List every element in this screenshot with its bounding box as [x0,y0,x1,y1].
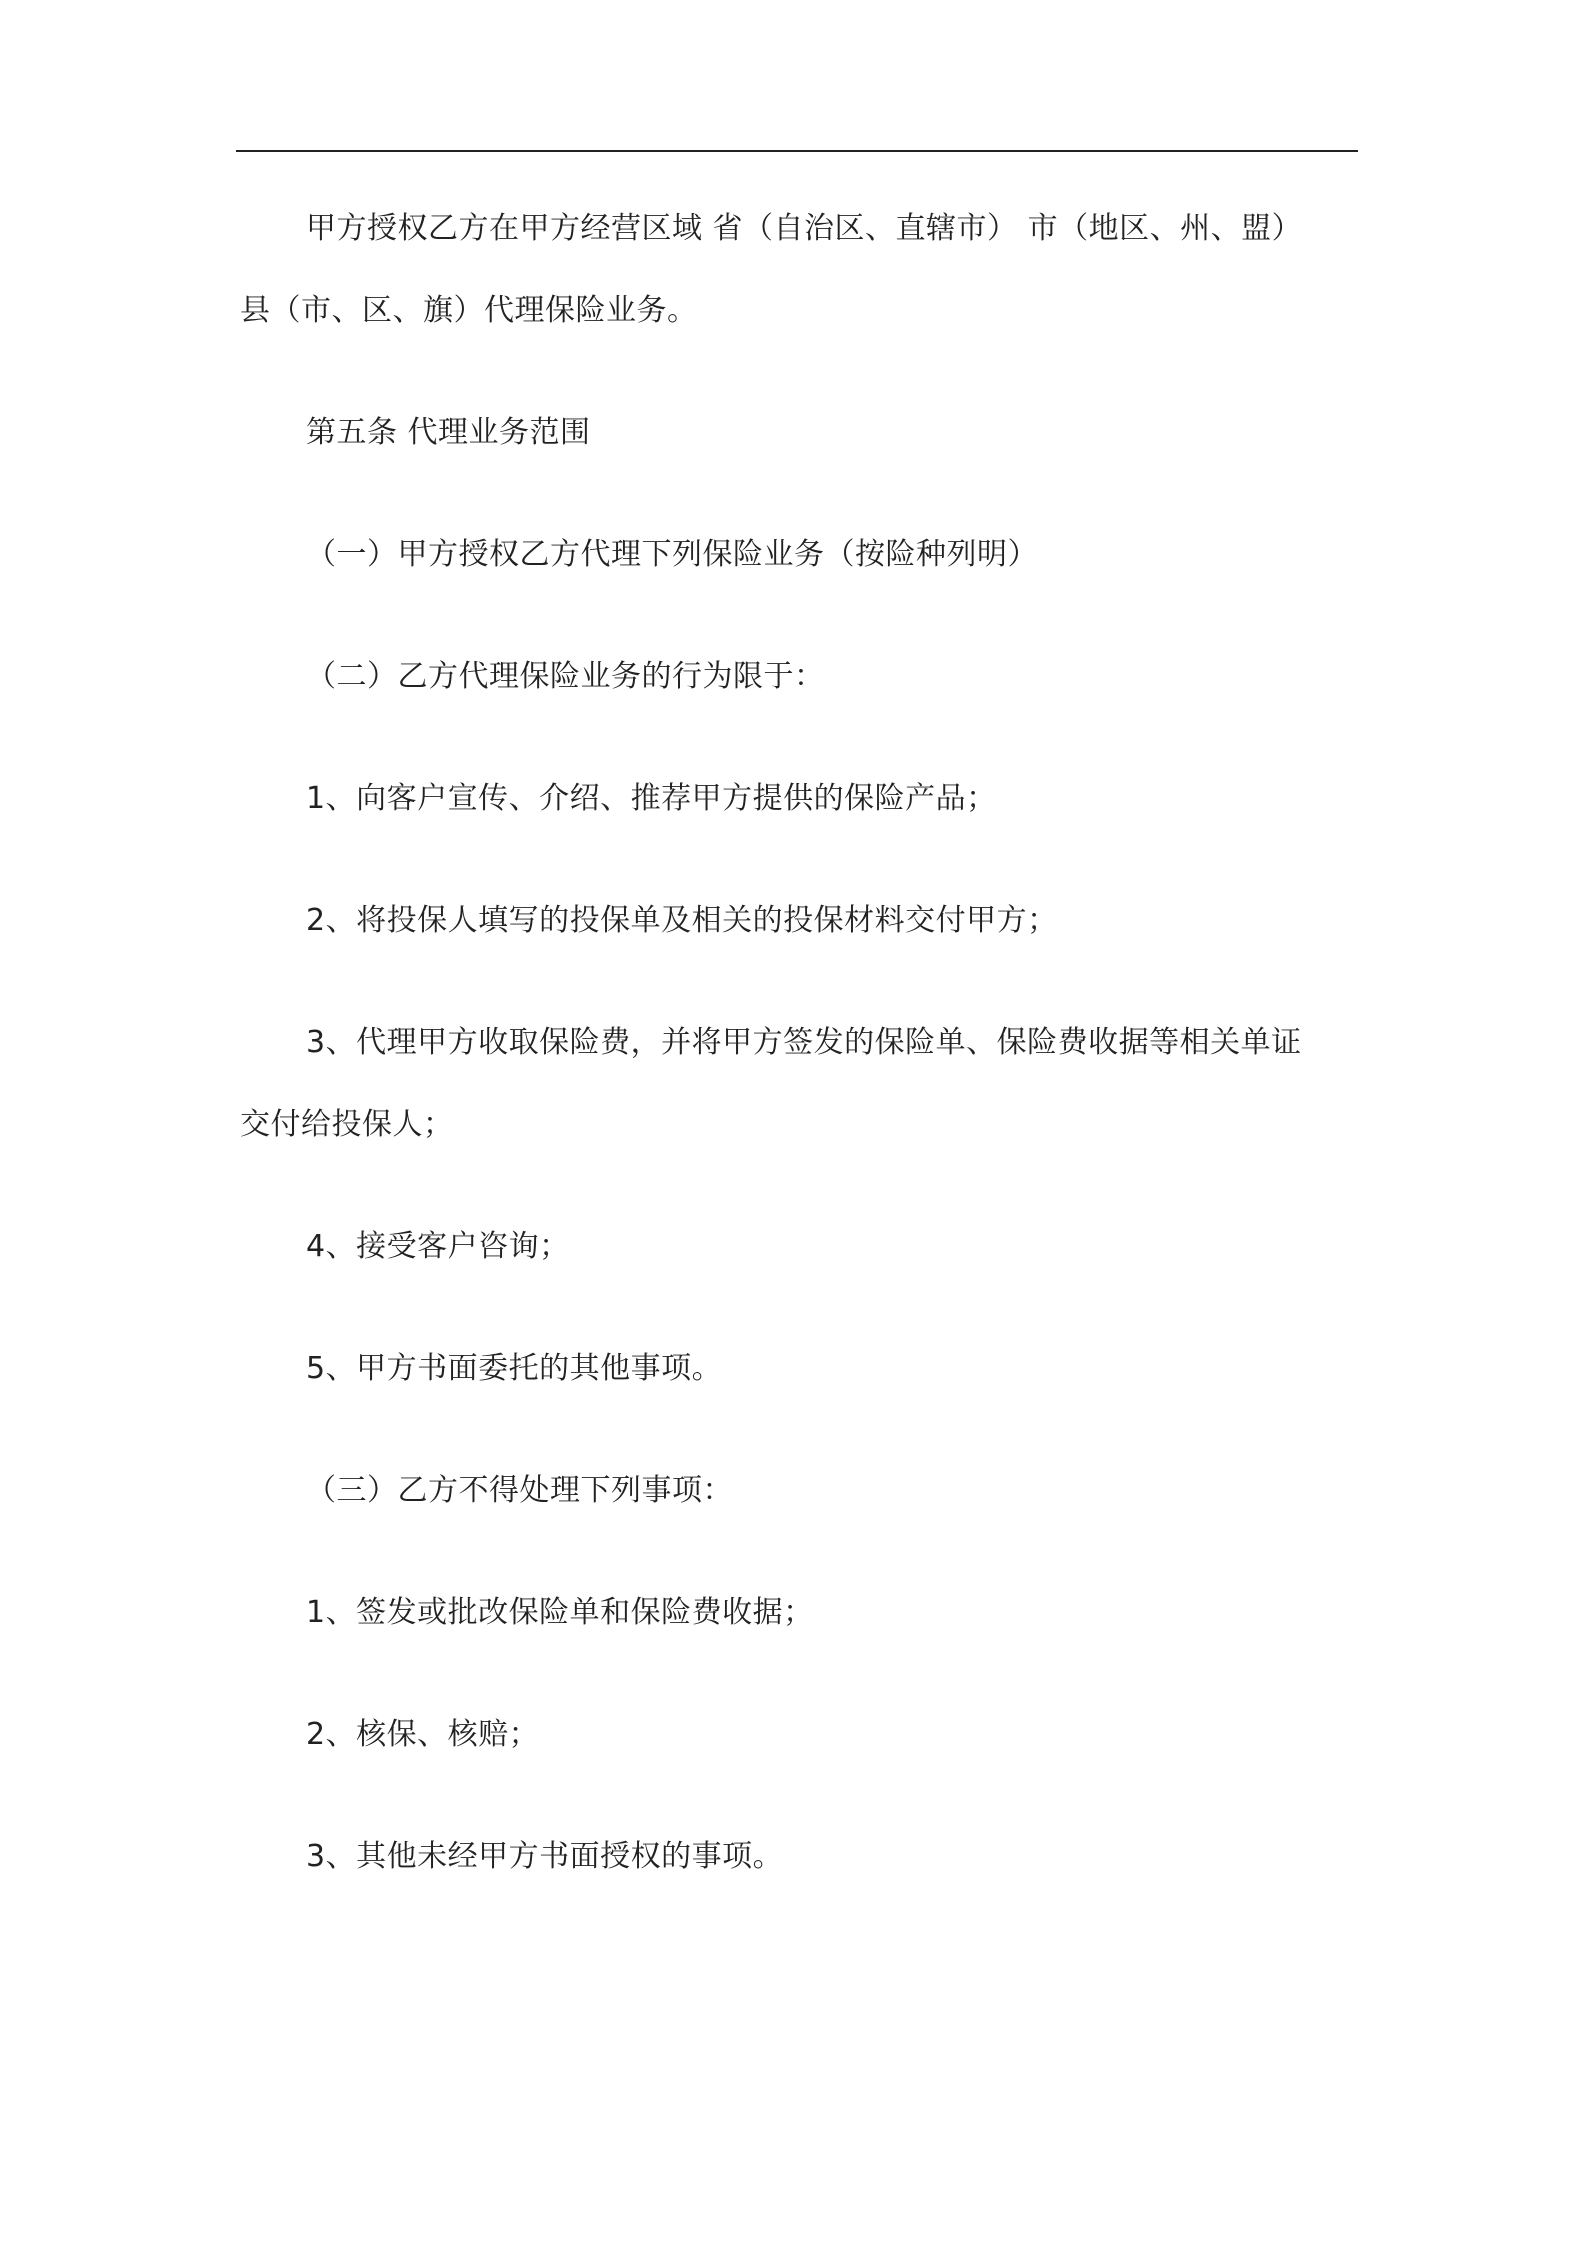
prohibited-item-2 [240,1694,1360,1776]
list-item-2 [240,880,1360,962]
list-item-text: 5、甲方书面委托的其他事项。 [306,1351,723,1386]
paragraph-line: 3、代理甲方收取保险费，并将甲方签发的保险单、保险费收据等相关单证 [306,1025,1302,1060]
list-item-text: 1、签发或批改保险单和保险费收据； [306,1595,814,1630]
list-item-text: 2、核保、核赔； [306,1717,540,1752]
list-item-3 [240,1002,1360,1166]
paragraph-line: 县（市、区、旗）代理保险业务。 [240,293,698,328]
paragraph-line: 交付给投保人； [240,1107,454,1142]
list-item-text: 1、向客户宣传、介绍、推荐甲方提供的保险产品； [306,781,997,816]
clause-one [240,514,1360,596]
clause-text: （三）乙方不得处理下列事项： [306,1473,733,1508]
paragraph-line: 甲方授权乙方在甲方经营区域 省（自治区、直辖市） 市（地区、州、盟） [306,211,1303,246]
section-heading-article-5 [240,392,1360,474]
header-rule [236,150,1358,152]
prohibited-item-1 [240,1572,1360,1654]
clause-two [240,636,1360,718]
list-item-text: 3、其他未经甲方书面授权的事项。 [306,1839,784,1874]
list-item-4 [240,1206,1360,1288]
section-heading-text: 第五条 代理业务范围 [306,415,591,450]
list-item-text: 2、将投保人填写的投保单及相关的投保材料交付甲方； [306,903,1058,938]
paragraph-authorization-region [240,188,1360,352]
prohibited-item-3 [240,1816,1360,1898]
list-item-text: 4、接受客户咨询； [306,1229,570,1264]
clause-text: （二）乙方代理保险业务的行为限于： [306,659,825,694]
clause-text: （一）甲方授权乙方代理下列保险业务（按险种列明） [306,537,1038,572]
clause-three [240,1450,1360,1532]
list-item-1 [240,758,1360,840]
list-item-5 [240,1328,1360,1410]
